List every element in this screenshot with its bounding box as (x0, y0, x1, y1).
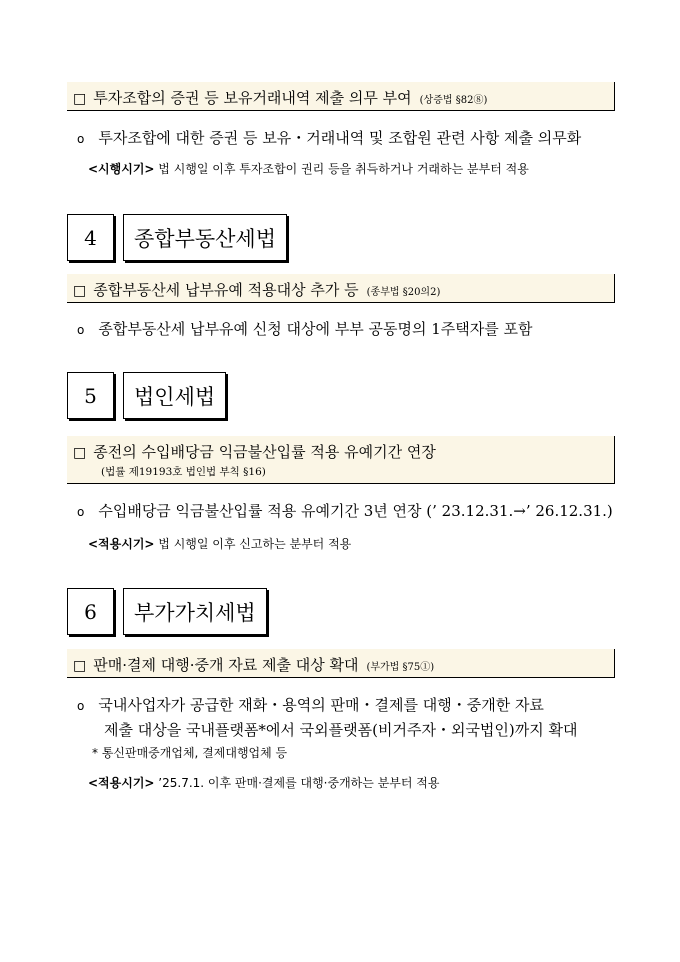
box-title: 판매·결제 대행·중개 자료 제출 대상 확대 (93, 656, 359, 674)
checkbox-square-icon: □ (73, 445, 87, 461)
checkbox-square-icon: □ (73, 658, 87, 674)
law-reference: (상증법 §82⑧) (419, 95, 488, 106)
apply-label: <적용시기> (88, 776, 155, 790)
header-box-vat (67, 649, 615, 678)
bullet-item: o 국내사업자가 공급한 재화・용역의 판매・결제를 대행・중개한 자료 (77, 696, 544, 714)
apply-label: <시행시기> (88, 162, 155, 176)
section-number: 6 (67, 588, 114, 635)
header-box-comprehensive-tax (67, 274, 615, 303)
section-number: 4 (67, 214, 114, 261)
box-title: 종전의 수입배당금 익금불산입률 적용 유예기간 연장 (93, 443, 436, 461)
bullet-item: o 종합부동산세 납부유예 신청 대상에 부부 공동명의 1주택자를 포함 (77, 320, 533, 338)
section-title: 종합부동산세법 (123, 214, 287, 261)
apply-period (88, 774, 439, 791)
box-title: 종합부동산세 납부유예 적용대상 추가 등 (93, 281, 359, 299)
law-reference: (부가법 §75①) (366, 662, 435, 673)
box-title: 투자조합의 증권 등 보유거래내역 제출 의무 부여 (93, 89, 412, 107)
bullet-item: o 수입배당금 익금불산입률 적용 유예기간 3년 연장 (’ 23.12.31.→’ 26.12.31.) (77, 502, 613, 520)
apply-text: ’25.7.1. 이후 판매·결제를 대행·중개하는 분부터 적용 (154, 776, 440, 790)
apply-text: 법 시행일 이후 투자조합이 권리 등을 취득하거나 거래하는 분부터 적용 (154, 162, 529, 176)
footnote: * 통신판매중개업체, 결제대행업체 등 (92, 746, 288, 760)
section-number: 5 (67, 372, 114, 419)
bullet-item-continuation: 제출 대상을 국내플랫폼*에서 국외플랫폼(비거주자・외국법인)까지 확대 (104, 721, 578, 739)
circle-bullet-icon: o (77, 699, 85, 713)
law-reference: (종부법 §20의2) (366, 287, 441, 298)
apply-text: 법 시행일 이후 신고하는 분부터 적용 (154, 537, 352, 551)
circle-bullet-icon: o (77, 505, 85, 519)
section-title: 부가가치세법 (123, 588, 267, 635)
circle-bullet-icon: o (77, 323, 85, 337)
apply-label: <적용시기> (88, 537, 155, 551)
apply-period (88, 535, 351, 552)
section-title: 법인세법 (123, 372, 226, 419)
checkbox-square-icon: □ (73, 283, 87, 299)
bullet-item: o 투자조합에 대한 증권 등 보유・거래내역 및 조합원 관련 사항 제출 의무화 (77, 129, 582, 147)
checkbox-square-icon: □ (73, 91, 87, 107)
circle-bullet-icon: o (77, 132, 85, 146)
header-box-investment-union (67, 82, 615, 111)
apply-period (88, 160, 529, 177)
law-reference: (법률 제19193호 법인법 부칙 §16) (101, 466, 266, 478)
header-box-corporate-tax (67, 436, 615, 484)
